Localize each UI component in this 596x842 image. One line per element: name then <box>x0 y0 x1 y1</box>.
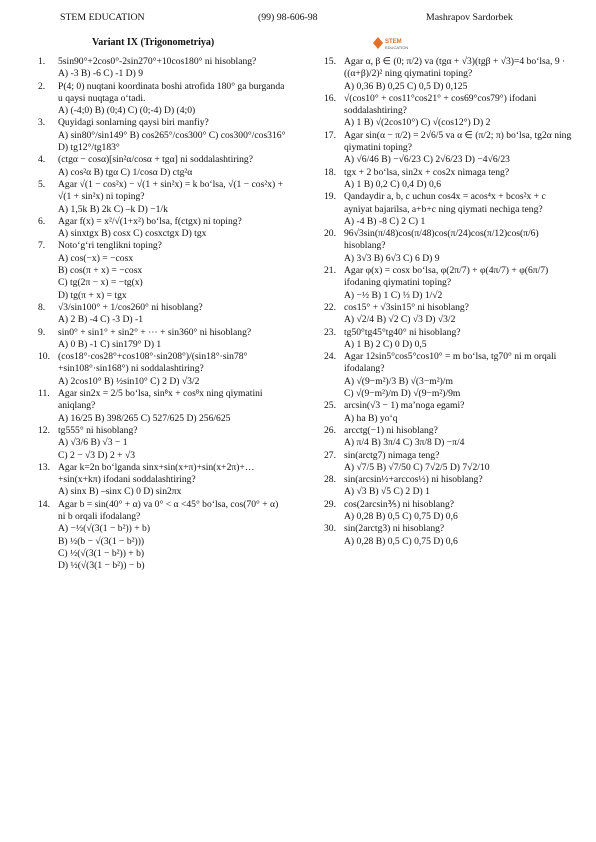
question-item <box>324 400 574 425</box>
answer-options: A) sinx B) –sinx C) 0 D) sin2πx <box>58 486 182 498</box>
question-item <box>324 327 574 352</box>
question-item <box>324 56 574 93</box>
answer-options: A) 0,28 B) 0,5 C) 0,75 D) 0,6 <box>344 510 458 522</box>
question-item <box>38 327 288 352</box>
question-item <box>324 302 574 327</box>
answer-options: A) 0,28 B) 0,5 C) 0,75 D) 0,6 <box>344 535 458 547</box>
answer-options: A) 3√3 B) 6√3 C) 6 D) 9 <box>344 252 440 264</box>
answer-options: A) −½ B) 1 C) ⅓ D) 1/√2 <box>344 289 443 301</box>
question-item <box>324 191 574 228</box>
header-right: Mashrapov Sardorbek <box>426 12 513 23</box>
question-item <box>38 81 288 118</box>
question-text: 5sin90°+2cos0°-2sin270°+10cos180° ni hisoblang? <box>58 56 257 67</box>
answer-options: A) 1,5k B) 2k C) –k D) −1/k <box>58 203 168 215</box>
question-item <box>38 117 288 154</box>
question-item <box>324 474 574 499</box>
question-number: 13. <box>38 461 50 473</box>
question-number: 16. <box>324 92 336 104</box>
question-text: tg555° ni hisoblang? <box>58 424 138 436</box>
answer-options: A) 2 B) -4 C) -3 D) -1 <box>58 314 143 326</box>
question-text: sin0° + sin1° + sin2° + ⋯ + sin360° ni hisoblang? <box>58 326 252 338</box>
question-item <box>324 167 574 192</box>
answer-options: A) (-4;0) B) (0;4) C) (0;-4) D) (4;0) <box>58 105 196 117</box>
answer-options: A) −½(√(3(1 − b²)) + b) B) ½(b − √(3(1 − b²))) C) ½(√(3(1 − b²)) + b) D) ½(√(3(1 − b²)) − b) <box>58 523 151 572</box>
question-number: 11. <box>38 388 50 400</box>
question-number: 3. <box>38 117 46 129</box>
question-number: 22. <box>324 301 336 313</box>
question-number: 2. <box>38 80 46 92</box>
question-item <box>38 179 288 216</box>
question-text: Noto‘g‘ri tenglikni toping? <box>58 240 162 252</box>
answer-options: A) √2/4 B) √2 C) √3 D) √3/2 <box>344 314 456 326</box>
header-left: STEM EDUCATION <box>60 12 145 23</box>
question-text: Agar sin2x = 2/5 bo‘lsa, sin⁸x + cos⁸x ning qiymatini aniqlang? <box>58 388 263 412</box>
question-text: √(cos10° + cos11°cos21° + cos69°cos79°) ifodani soddalashtiring? <box>344 92 537 117</box>
question-number: 20. <box>324 228 336 240</box>
answer-options: A) -4 B) -8 C) 2 C) 1 <box>344 215 426 227</box>
question-number: 4. <box>38 154 46 166</box>
question-text: Agar k=2n bo‘lganda sinx+sin(x+π)+sin(x+2π)+…+sin(x+kπ) ifodani soddalashtiring? <box>58 461 255 486</box>
answer-options: A) 2cos10° B) ½sin10° C) 2 D) √3/2 <box>58 375 200 387</box>
question-number: 25. <box>324 400 336 412</box>
question-number: 26. <box>324 424 336 436</box>
question-text: √3/sin100° + 1/cos260° ni hisoblang? <box>58 301 203 313</box>
question-text: arcctg(−1) ni hisoblang? <box>344 424 438 436</box>
question-text: 96√3sin(π/48)cos(π/48)cos(π/24)cos(π/12)cos(π/6) hisoblang? <box>344 228 539 252</box>
question-text: P(4; 0) nuqtani koordinata boshi atrofida 180° ga burganda u qaysi nuqtaga o‘tadi. <box>58 80 285 104</box>
answer-options: A) 1 B) √(2cos10°) C) √(cos12°) D) 2 <box>344 117 491 129</box>
question-number: 19. <box>324 191 336 203</box>
question-item <box>38 216 288 241</box>
question-item <box>324 499 574 524</box>
question-item <box>38 499 288 573</box>
question-text: sin(arcsin½+arccos½) ni hisoblang? <box>344 474 483 486</box>
question-number: 29. <box>324 498 336 510</box>
question-text: Quyidagi sonlarning qaysi biri manfiy? <box>58 117 209 129</box>
question-text: (ctgα − cosα)[sin²α/cosα + tgα] ni soddalashtiring? <box>58 154 253 166</box>
answer-options: A) ha B) yo‘q <box>344 412 398 424</box>
answer-options: A) 0 B) -1 C) sin179° D) 1 <box>58 338 162 350</box>
answer-options: A) 16/25 B) 398/265 C) 527/625 D) 256/625 <box>58 412 231 424</box>
question-item <box>324 351 574 400</box>
question-text: (cos18°·cos28°+cos108°·sin208°)/(sin18°·sin78°+sin108°·sin168°) ni soddalashtiring? <box>58 351 248 375</box>
question-item <box>324 228 574 265</box>
stem-logo <box>370 34 416 52</box>
question-text: Agar α, β ∈ (0; π/2) va (tgα + √3)(tgβ + √3)=4 bo‘lsa, 9 · ((α+β)/2)² ning qiymatini toping? <box>344 56 566 80</box>
answer-options: A) √3 B) √5 C) 2 D) 1 <box>344 486 430 498</box>
question-number: 1. <box>38 56 46 67</box>
svg-text:EDUCATION: EDUCATION <box>385 45 409 50</box>
question-number: 17. <box>324 129 336 141</box>
right-column <box>324 56 574 548</box>
answer-options: A) √3/6 B) √3 − 1 C) 2 − √3 D) 2 + √3 <box>58 437 136 461</box>
question-text: Agar f(x) = x²/√(1+x²) bo‘lsa, f(ctgx) ni toping? <box>58 215 242 227</box>
question-number: 28. <box>324 474 336 486</box>
question-item <box>38 240 288 301</box>
answer-options: A) √6/46 B) −√6/23 C) 2√6/23 D) −4√6/23 <box>344 154 510 166</box>
question-number: 9. <box>38 326 46 338</box>
question-item <box>324 523 574 548</box>
question-item <box>324 425 574 450</box>
answer-options: A) sin80°/sin149° B) cos265°/cos300° C) cos300°/cos316° D) tg12°/tg183° <box>58 129 286 154</box>
question-item <box>38 425 288 462</box>
question-text: tgx + 2 bo‘lsa, sin2x + cos2x nimaga teng? <box>344 166 510 178</box>
answer-options: A) √7/5 B) √7/50 C) 7√2/5 D) 7√2/10 <box>344 461 490 473</box>
answer-options: A) 1 B) 0,2 C) 0,4 D) 0,6 <box>344 178 441 190</box>
question-item <box>324 450 574 475</box>
svg-text:STEM: STEM <box>385 39 402 45</box>
question-number: 8. <box>38 301 46 313</box>
answer-options: A) √(9−m²)/3 B) √(3−m²)/m C) √(9−m²)/m D) √(9−m²)/9m <box>344 375 461 400</box>
question-text: cos15° + √3sin15° ni hisoblang? <box>344 301 469 313</box>
question-number: 27. <box>324 449 336 461</box>
question-number: 7. <box>38 240 46 252</box>
left-column <box>38 56 288 572</box>
answer-options: A) cos(−x) = −cosx B) cos(π + x) = −cosx C) tg(2π − x) = −tg(x) D) tg(π + x) = tgx <box>58 252 143 301</box>
question-number: 6. <box>38 215 46 227</box>
question-item <box>324 130 574 167</box>
question-text: Agar √(1 − cos²x) − √(1 + sin²x) = k bo‘lsa, √(1 − cos²x) + √(1 + sin²x) ni toping? <box>58 178 284 203</box>
question-number: 5. <box>38 178 46 190</box>
question-text: Agar b = sin(40° + α) va 0° < α <45° bo‘lsa, cos(70° + α) ni b orqali ifodalang? <box>58 498 279 522</box>
answer-options: A) π/4 B) 3π/4 C) 3π/8 D) −π/4 <box>344 437 465 449</box>
question-number: 14. <box>38 498 50 510</box>
question-item <box>38 56 288 81</box>
question-text: cos(2arcsin⅗) ni hisoblang? <box>344 498 455 510</box>
question-number: 30. <box>324 523 336 535</box>
question-text: sin(2arctg3) ni hisoblang? <box>344 523 445 535</box>
question-item <box>38 388 288 425</box>
question-number: 12. <box>38 424 50 436</box>
answer-options: A) cos²α B) tgα C) 1/cosα D) ctg²α <box>58 166 193 178</box>
question-number: 21. <box>324 265 336 277</box>
question-item <box>38 351 288 388</box>
answer-options: A) 0,36 B) 0,25 C) 0,5 D) 0,125 <box>344 80 468 92</box>
question-item <box>324 265 574 302</box>
question-number: 18. <box>324 166 336 178</box>
question-text: Agar sin(α − π/2) = 2√6/5 va α ∈ (π/2; π) bo‘lsa, tg2α ning qiymatini toping? <box>344 129 572 154</box>
question-item <box>38 154 288 179</box>
question-item <box>38 462 288 499</box>
answer-options: A) sinxtgx B) cosx C) cosxctgx D) tgx <box>58 228 207 240</box>
question-item <box>324 93 574 130</box>
question-text: Agar 12sin5°cos5°cos10° = m bo‘lsa, tg70° ni m orqali ifodalang? <box>344 351 557 375</box>
answer-options: A) 1 B) 2 C) 0 D) 0,5 <box>344 338 427 350</box>
question-item <box>38 302 288 327</box>
question-text: Qandaydir a, b, c uchun cos4x = acos⁴x + bcos²x + c ayniyat bajarilsa, a+b+c ning qiymati nechiga teng? <box>344 191 546 215</box>
question-number: 24. <box>324 351 336 363</box>
question-text: Agar φ(x) = cosx bo‘lsa, φ(2π/7) + φ(4π/7) + φ(6π/7) ifodaning qiymatini toping? <box>344 265 549 289</box>
page-title: Variant IX (Trigonometriya) <box>92 37 215 48</box>
answer-options: A) -3 B) -6 C) -1 D) 9 <box>58 68 143 80</box>
question-number: 10. <box>38 351 50 363</box>
question-text: sin(arctg7) nimaga teng? <box>344 449 440 461</box>
question-number: 23. <box>324 326 336 338</box>
question-text: tg50°tg45°tg40° ni hisoblang? <box>344 326 461 338</box>
question-text: arcsin(√3 − 1) ma’noga egami? <box>344 400 465 412</box>
question-number: 15. <box>324 56 336 67</box>
header-center: (99) 98-606-98 <box>258 12 318 23</box>
